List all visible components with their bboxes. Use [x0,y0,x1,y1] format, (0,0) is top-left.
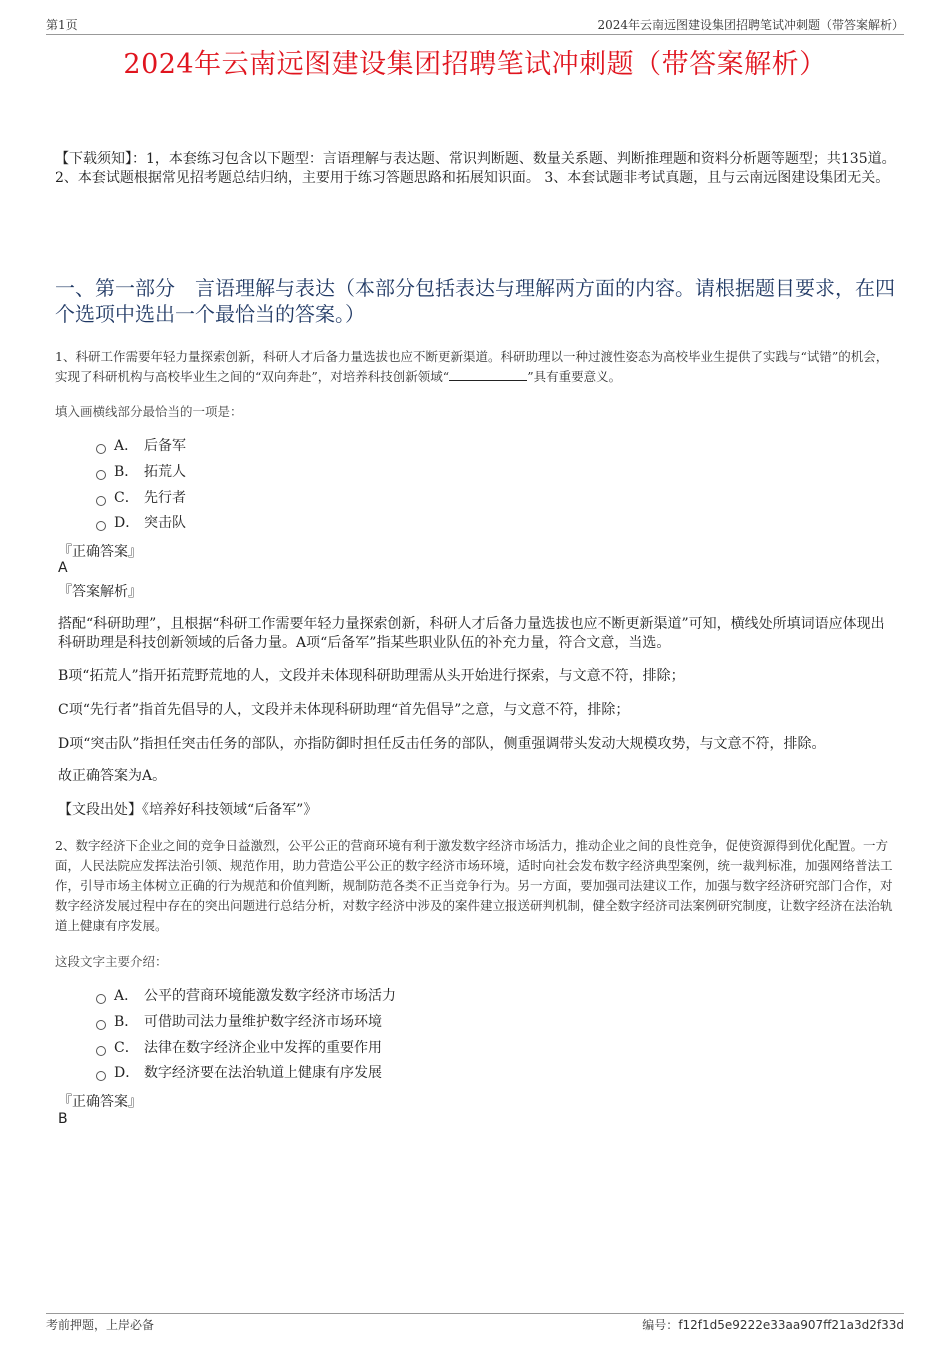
source-note: 【文段出处】《培养好科技领域“后备军”》 [58,802,318,818]
option-text: 可借助司法力量维护数字经济市场环境 [144,1014,382,1030]
question-1-text [55,347,900,387]
answer-value-1: A [58,560,68,576]
option-letter: D． [114,1065,140,1081]
page-footer [46,1313,904,1334]
footer-code-label: 编号： [642,1318,679,1332]
footer-code-value: f12f1d5e9222e33aa907ff21a3d2f33d [678,1318,904,1332]
radio-button[interactable] [96,496,106,506]
option-text: 数字经济要在法治轨道上健康有序发展 [144,1065,382,1081]
option-text: 后备军 [144,438,186,454]
option-text: 法律在数字经济企业中发挥的重要作用 [144,1040,382,1056]
option-1a[interactable] [96,436,186,456]
option-letter: C． [114,1040,139,1056]
question-2-text: 2、数字经济下企业之间的竞争日益激烈，公平公正的营商环境有利于激发数字经济市场活力，推动企业之间的良性竞争，促使资源得到优化配置。一方面，人民法院应发挥法治引领、规范作用，助力营造公平公正的数字经济市场环境，适时向社会发布数字经济典型案例，统一裁判标准，加强网络普法工作，引导市场主体树立正确的行为规范和价值判断，规制防范各类不正当竞争行为。另一方面，要加强司法建议工作，加强与数字经济研究部门合作，对数字经济发展过程中存在的突出问题进行总结分析，对数字经济中涉及的案件建立报送研判机制，健全数字经济司法案例研究制度，让数字经济在法治轨道上健康有序发展。 [55,838,893,933]
option-letter: C． [114,490,139,506]
header-doc-title: 2024年云南远图建设集团招聘笔试冲刺题（带答案解析） [597,18,904,32]
answer-value-2: B [58,1111,68,1127]
option-1d[interactable] [96,513,186,533]
analysis-paragraph: B项“拓荒人”指开拓荒野荒地的人，文段并未体现科研助理需从头开始进行探索，与文意不符，排除； [58,668,685,684]
radio-button[interactable] [96,1071,106,1081]
option-2c[interactable] [96,1038,382,1058]
analysis-paragraph: D项“突击队”指担任突击任务的部队，亦指防御时担任反击任务的部队，侧重强调带头发动大规模攻势，与文意不符，排除。 [58,736,826,752]
answer-label-2: 『正确答案』 [58,1094,142,1110]
page-number: 第1页 [46,18,78,32]
option-letter: D． [114,515,140,531]
option-letter: A． [114,988,139,1004]
radio-button[interactable] [96,994,106,1004]
analysis-paragraph: 搭配“科研助理”，且根据“科研工作需要年轻力量探索创新，科研人才后备力量选拔也应不断更新渠道”可知，横线处所填词语应体现出科研助理是科技创新领域的后备力量。A项“后备军”指某些职业队伍的补充力量，符合文意，当选。 [58,616,885,651]
page-header [46,16,904,35]
option-letter: B． [114,1014,139,1030]
radio-button[interactable] [96,1046,106,1056]
question-1-text-after: ”具有重要意义。 [527,369,622,384]
option-2b[interactable] [96,1012,382,1032]
radio-button[interactable] [96,444,106,454]
question-1-prompt: 填入画横线部分最恰当的一项是： [55,404,243,419]
option-2a[interactable] [96,986,396,1006]
option-2d[interactable] [96,1063,382,1083]
option-text: 突击队 [144,515,186,531]
answer-label-1: 『正确答案』 [58,544,142,560]
analysis-label-1: 『答案解析』 [58,584,142,600]
footer-slogan: 考前押题，上岸必备 [46,1318,155,1332]
answer-blank [449,368,527,381]
analysis-paragraph: C项“先行者”指首先倡导的人，文段并未体现科研助理“首先倡导”之意，与文意不符，排除； [58,702,630,718]
option-letter: B． [114,464,139,480]
footer-code [642,1316,904,1333]
radio-button[interactable] [96,1020,106,1030]
analysis-paragraph: 故正确答案为A。 [58,768,167,784]
option-1c[interactable] [96,488,186,508]
option-text: 拓荒人 [144,464,186,480]
download-notice: 【下载须知】：1，本套练习包含以下题型：言语理解与表达题、常识判断题、数量关系题、判断推理题和资料分析题等题型；共135道。 2、本套试题根据常见招考题总结归纳，主要用于练习答题思路和拓展知识面。 3、本套试题非考试真题，且与云南远图建设集团无关。 [55,151,896,186]
option-letter: A． [114,438,139,454]
page-title: 2024年云南远图建设集团招聘笔试冲刺题（带答案解析） [123,49,827,80]
radio-button[interactable] [96,521,106,531]
radio-button[interactable] [96,470,106,480]
option-text: 公平的营商环境能激发数字经济市场活力 [144,988,396,1004]
option-text: 先行者 [144,490,186,506]
option-1b[interactable] [96,462,186,482]
question-1-text-before: 1、科研工作需要年轻力量探索创新，科研人才后备力量选拔也应不断更新渠道。科研助理以一种过渡性姿态为高校毕业生提供了实践与“试错”的机会，实现了科研机构与高校毕业生之间的“双向奔赴”，对培养科技创新领域“ [55,349,889,384]
question-2-prompt: 这段文字主要介绍： [55,954,168,969]
section-heading: 一、第一部分 言语理解与表达（本部分包括表达与理解两方面的内容。请根据题目要求，在四个选项中选出一个最恰当的答案。） [55,276,895,326]
